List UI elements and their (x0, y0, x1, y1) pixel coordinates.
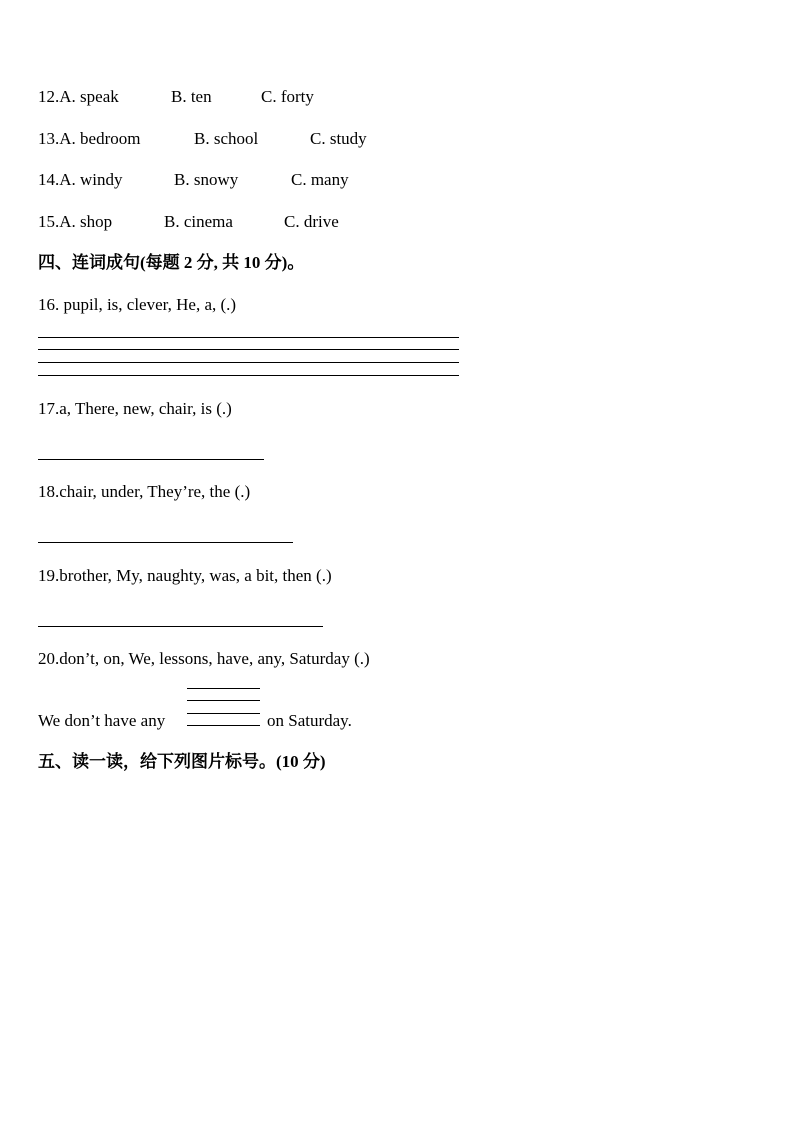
option-b: B. cinema (164, 212, 233, 231)
question-text: don’t, on, We, lessons, have, any, Saturday (.) (59, 649, 370, 668)
option-c: C. study (310, 129, 367, 148)
question-number: 16. (38, 295, 60, 314)
answer-line[interactable] (38, 375, 459, 376)
option-a: A. shop (59, 212, 113, 231)
question-19 (38, 566, 332, 586)
question-16 (38, 295, 236, 315)
option-b: B. snowy (174, 170, 239, 189)
answer-line[interactable] (38, 349, 459, 350)
option-b: B. school (194, 129, 259, 148)
option-b: B. ten (171, 87, 212, 106)
choice-row-12 (38, 87, 119, 107)
choice-number: 13. (38, 129, 60, 148)
option-c: C. forty (261, 87, 314, 106)
answer-20-before: We don’t have any (38, 711, 166, 730)
blank-line[interactable] (187, 700, 260, 701)
choice-row-15 (38, 212, 112, 232)
blank-line[interactable] (187, 688, 260, 689)
option-a: A. windy (59, 170, 123, 189)
answer-20-after: on Saturday. (267, 711, 352, 730)
question-text: a, There, new, chair, is (.) (59, 399, 232, 418)
section-4-title: 四、连词成句(每题 2 分, 共 10 分)。 (38, 253, 305, 272)
question-number: 18. (38, 482, 60, 501)
question-number: 20. (38, 649, 60, 668)
option-c: C. many (291, 170, 349, 189)
blank-line[interactable] (187, 713, 260, 714)
choice-row-13 (38, 129, 140, 149)
answer-line[interactable] (38, 542, 293, 543)
question-text: chair, under, They’re, the (.) (59, 482, 251, 501)
question-17 (38, 399, 232, 419)
blank-line[interactable] (187, 725, 260, 726)
answer-line[interactable] (38, 337, 459, 338)
question-18 (38, 482, 250, 502)
choice-number: 12. (38, 87, 60, 106)
question-number: 17. (38, 399, 60, 418)
question-text: pupil, is, clever, He, a, (.) (59, 295, 237, 314)
section-5-title: 五、读一读，给下列图片标号。(10 分) (38, 752, 326, 771)
question-20 (38, 649, 370, 669)
answer-line[interactable] (38, 459, 264, 460)
question-text: brother, My, naughty, was, a bit, then (.) (59, 566, 332, 585)
option-a: A. bedroom (59, 129, 141, 148)
answer-line[interactable] (38, 362, 459, 363)
choice-row-14 (38, 170, 123, 190)
question-number: 19. (38, 566, 60, 585)
choice-number: 14. (38, 170, 60, 189)
answer-line[interactable] (38, 626, 323, 627)
option-c: C. drive (284, 212, 339, 231)
option-a: A. speak (59, 87, 119, 106)
choice-number: 15. (38, 212, 60, 231)
